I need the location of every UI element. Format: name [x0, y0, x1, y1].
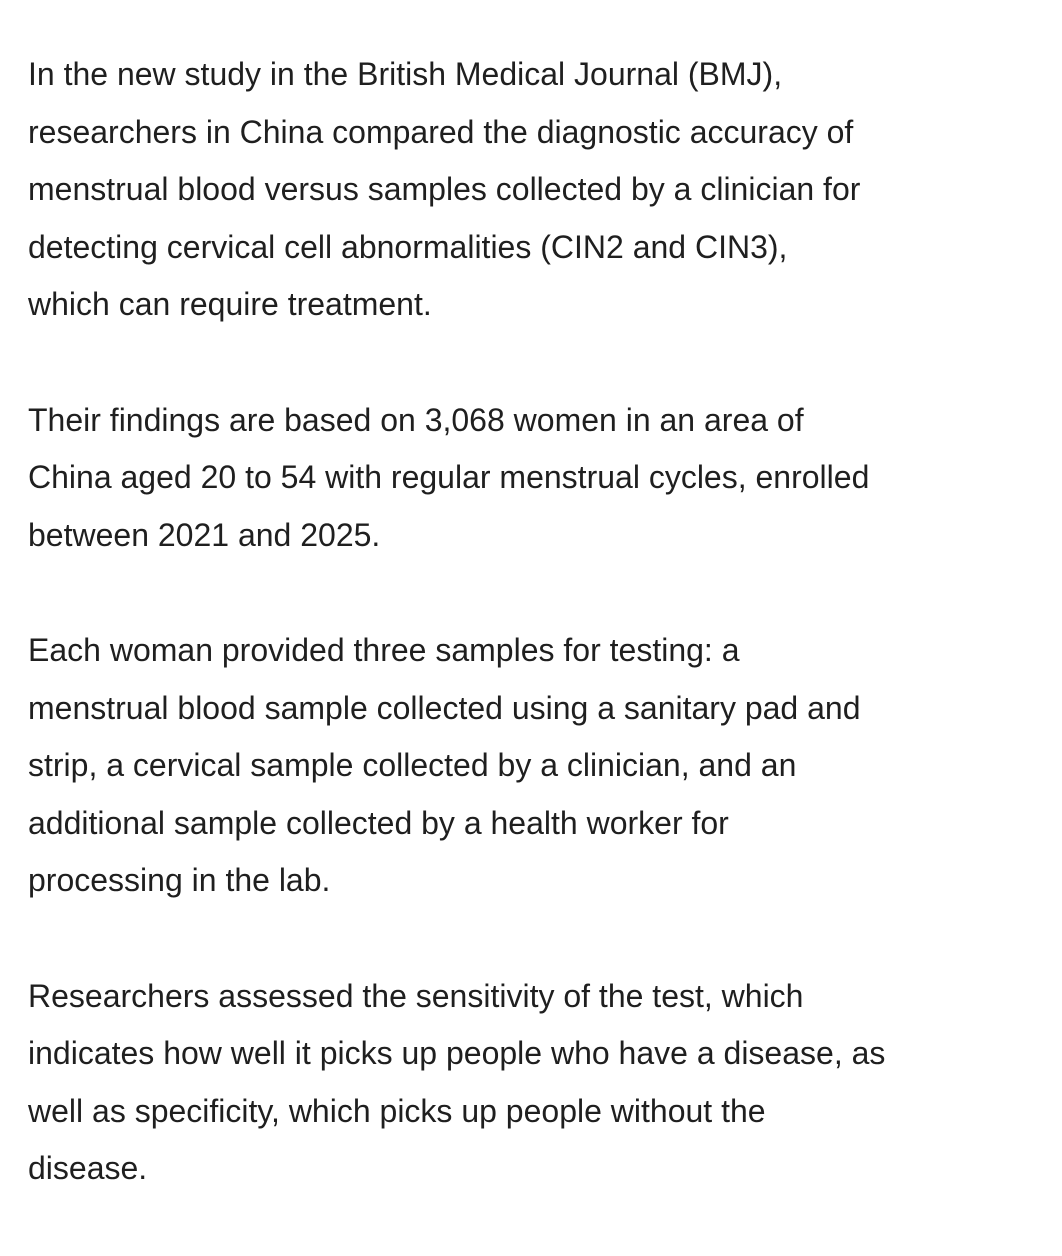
text-line: In the new study in the British Medical Journal (BMJ),: [28, 56, 783, 92]
text-line: additional sample collected by a health worker for: [28, 804, 729, 841]
text-line: indicates how well it picks up people who have a disease, as: [28, 1035, 886, 1071]
text-line: between 2021 and 2025.: [28, 516, 381, 553]
text-line: Their findings are based on 3,068 women in an area of: [28, 401, 804, 438]
text-line: processing in the lab.: [28, 862, 331, 898]
paragraph-sensitivity: [28, 968, 1048, 1198]
paragraph-samples: [28, 622, 1048, 910]
text-line: researchers in China compared the diagnostic accuracy of: [28, 113, 854, 150]
article-body: [28, 46, 1048, 1256]
text-line: strip, a cervical sample collected by a clinician, and an: [28, 747, 797, 783]
text-line: menstrual blood versus samples collected by a clinician for: [28, 171, 861, 207]
text-line: Each woman provided three samples for testing: a: [28, 632, 740, 668]
paragraph-findings: [28, 392, 1048, 565]
text-line: detecting cervical cell abnormalities (CIN2 and CIN3),: [28, 228, 788, 265]
paragraph-study-intro: [28, 46, 1048, 334]
text-line: disease.: [28, 1150, 148, 1186]
text-line: well as specificity, which picks up people without the: [28, 1092, 766, 1129]
text-line: which can require treatment.: [28, 286, 432, 322]
text-line: China aged 20 to 54 with regular menstrual cycles, enrolled: [28, 459, 870, 495]
text-line: menstrual blood sample collected using a sanitary pad and: [28, 689, 861, 726]
text-line: Researchers assessed the sensitivity of the test, which: [28, 977, 804, 1014]
